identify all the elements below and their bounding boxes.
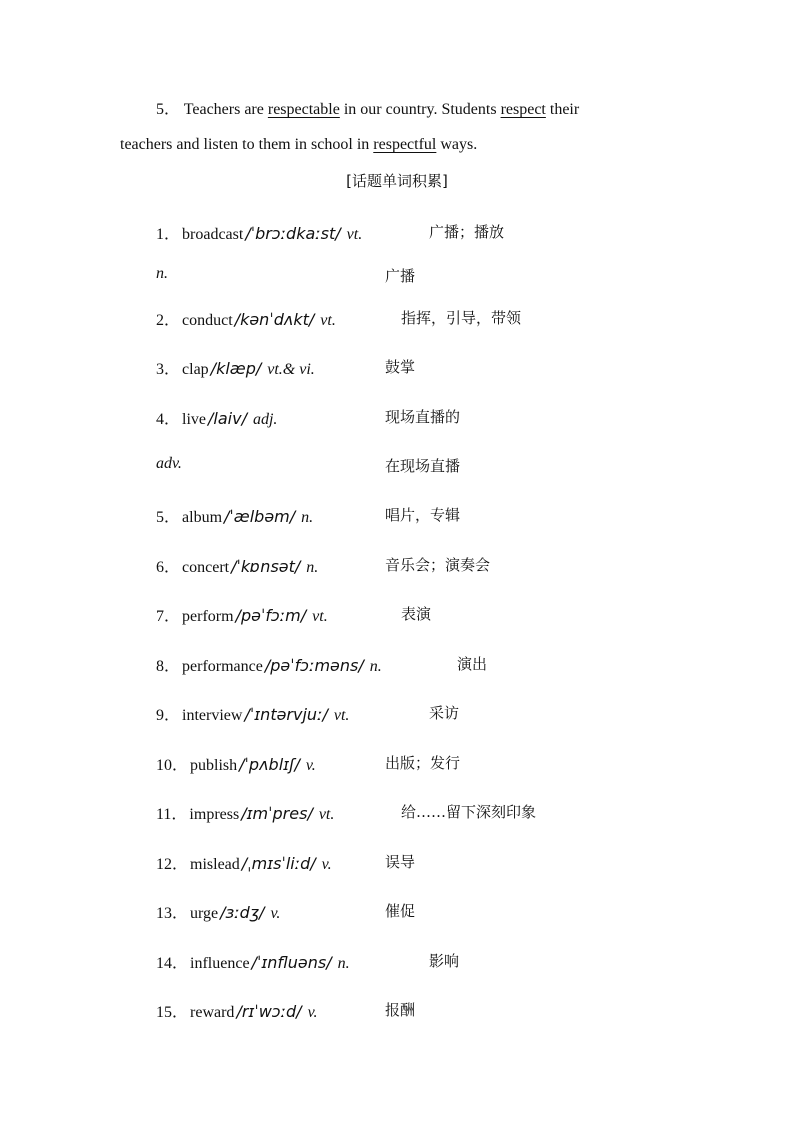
entry-part-of-speech: n. xyxy=(156,265,168,282)
underlined-word-respectful: respectful xyxy=(373,136,437,153)
entry-chinese-meaning: 广播 xyxy=(385,267,416,285)
entry-number: 12． xyxy=(156,856,189,873)
example-paragraph xyxy=(120,92,675,162)
entry-word: live xyxy=(182,411,207,428)
entry-chinese-meaning: 在现场直播 xyxy=(385,457,461,475)
entry-chinese-meaning: 指挥，引导，带领 xyxy=(401,309,522,327)
entry-part-of-speech: n. xyxy=(337,955,350,972)
entry-number: 4． xyxy=(156,411,181,428)
entry-word: impress xyxy=(189,806,240,823)
entry-phonetic: /laiv/ xyxy=(208,409,247,428)
text-segment: their xyxy=(545,101,580,118)
entry-part-of-speech: vt. xyxy=(312,608,328,625)
entry-phonetic: /ˈpʌblɪʃ/ xyxy=(239,755,300,774)
entry-chinese-meaning: 现场直播的 xyxy=(385,408,461,426)
entry-chinese-meaning: 出版；发行 xyxy=(385,754,461,772)
entry-part-of-speech: v. xyxy=(321,856,332,873)
entry-part-of-speech: v. xyxy=(270,905,281,922)
entry-word: reward xyxy=(190,1004,235,1021)
entry-number: 13． xyxy=(156,905,189,922)
entry-number: 8． xyxy=(156,658,181,675)
entry-part-of-speech: n. xyxy=(306,559,319,576)
entry-phonetic: /ˌmɪsˈliːd/ xyxy=(241,854,316,873)
vocab-entry xyxy=(156,406,716,432)
entry-word: album xyxy=(182,509,223,526)
entry-phonetic: /ˈɪnfluəns/ xyxy=(251,953,332,972)
entry-part-of-speech: vt. xyxy=(346,226,363,243)
entry-phonetic: /ˈbrɔːdkaːst/ xyxy=(245,224,341,243)
vocab-entry xyxy=(156,900,716,926)
vocab-entry xyxy=(156,999,716,1025)
entry-chinese-meaning: 影响 xyxy=(429,952,460,970)
paragraph-line-1 xyxy=(120,92,675,127)
entry-phonetic: /kənˈdʌkt/ xyxy=(234,310,315,329)
entry-chinese-meaning: 给……留下深刻印象 xyxy=(401,803,537,821)
vocab-entry xyxy=(156,752,716,778)
entry-word: publish xyxy=(190,757,238,774)
vocab-entry xyxy=(156,356,716,382)
entry-number: 9． xyxy=(156,707,181,724)
vocab-entry xyxy=(156,801,716,827)
vocab-entry xyxy=(156,221,716,247)
entry-part-of-speech: n. xyxy=(301,509,314,526)
entry-number: 5． xyxy=(156,509,181,526)
entry-word: performance xyxy=(182,658,263,675)
paragraph-line-2 xyxy=(120,127,675,162)
entry-word: concert xyxy=(182,559,230,576)
entry-number: 15． xyxy=(156,1004,189,1021)
underlined-word-respect: respect xyxy=(500,101,546,118)
vocab-entry xyxy=(156,265,716,291)
entry-chinese-meaning: 鼓掌 xyxy=(385,358,416,376)
entry-number: 3． xyxy=(156,361,181,378)
vocab-entry xyxy=(156,702,716,728)
vocab-entry xyxy=(156,653,716,679)
text-segment: teachers and listen to them in school in xyxy=(120,136,374,153)
entry-phonetic: /ˈælbəm/ xyxy=(224,507,296,526)
entry-part-of-speech: adj. xyxy=(252,411,278,428)
entry-part-of-speech: vt.& vi. xyxy=(267,361,315,378)
text-segment: ways. xyxy=(436,136,478,153)
entry-phonetic: /ɜːdʒ/ xyxy=(220,903,265,922)
entry-number: 14． xyxy=(156,955,189,972)
entry-word: clap xyxy=(182,361,209,378)
entry-chinese-meaning: 唱片，专辑 xyxy=(385,506,461,524)
entry-phonetic: /ˈɪntərvjuː/ xyxy=(244,705,328,724)
vocab-entry xyxy=(156,851,716,877)
entry-chinese-meaning: 采访 xyxy=(429,704,460,722)
entry-phonetic: /pəˈfɔːməns/ xyxy=(264,656,364,675)
section-heading: [话题单词积累] xyxy=(346,172,448,190)
entry-chinese-meaning: 表演 xyxy=(401,605,432,623)
text-segment: 5． Teachers are xyxy=(156,101,268,118)
vocab-entry xyxy=(156,455,716,481)
entry-number: 6． xyxy=(156,559,181,576)
entry-number: 1． xyxy=(156,226,181,243)
text-segment: in our country. Students xyxy=(339,101,501,118)
entry-chinese-meaning: 演出 xyxy=(457,655,488,673)
underlined-word-respectable: respectable xyxy=(267,101,340,118)
vocab-entry xyxy=(156,554,716,580)
entry-phonetic: /rɪˈwɔːd/ xyxy=(236,1002,302,1021)
entry-part-of-speech: vt. xyxy=(333,707,350,724)
entry-number: 11． xyxy=(156,806,188,823)
entry-part-of-speech: vt. xyxy=(318,806,335,823)
entry-number: 7． xyxy=(156,608,181,625)
entry-phonetic: /ɪmˈpres/ xyxy=(241,804,313,823)
entry-part-of-speech: adv. xyxy=(156,455,182,472)
vocab-entry xyxy=(156,603,716,629)
entry-chinese-meaning: 报酬 xyxy=(385,1001,416,1019)
entry-word: urge xyxy=(190,905,219,922)
entry-word: mislead xyxy=(190,856,240,873)
entry-word: influence xyxy=(190,955,250,972)
entry-word: conduct xyxy=(182,312,233,329)
entry-part-of-speech: vt. xyxy=(320,312,336,329)
entry-number: 2． xyxy=(156,312,181,329)
entry-phonetic: /pəˈfɔːm/ xyxy=(235,606,307,625)
entry-chinese-meaning: 广播；播放 xyxy=(429,223,505,241)
entry-chinese-meaning: 音乐会；演奏会 xyxy=(385,556,491,574)
entry-word: interview xyxy=(182,707,243,724)
entry-phonetic: /klæp/ xyxy=(210,359,262,378)
entry-chinese-meaning: 催促 xyxy=(385,902,416,920)
vocab-entry xyxy=(156,307,716,333)
entry-word: perform xyxy=(182,608,234,625)
entry-number: 10． xyxy=(156,757,189,774)
entry-phonetic: /ˈkɒnsət/ xyxy=(231,557,301,576)
entry-part-of-speech: v. xyxy=(307,1004,318,1021)
vocab-entry xyxy=(156,504,716,530)
vocab-entry xyxy=(156,950,716,976)
entry-part-of-speech: v. xyxy=(305,757,316,774)
entry-word: broadcast xyxy=(182,226,244,243)
entry-chinese-meaning: 误导 xyxy=(385,853,416,871)
entry-part-of-speech: n. xyxy=(369,658,382,675)
